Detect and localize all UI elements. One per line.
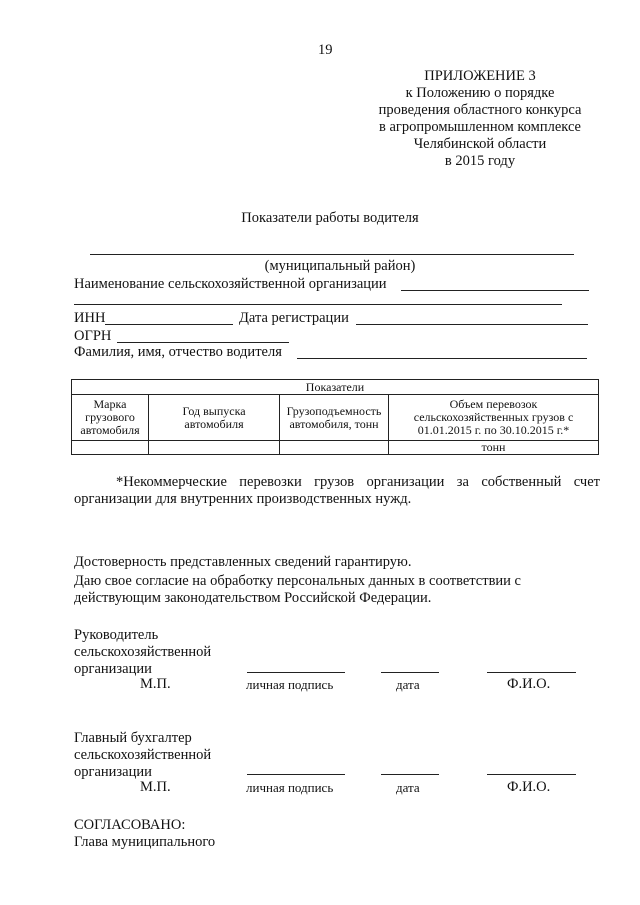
district-caption: (муниципальный район) xyxy=(264,258,416,274)
appendix-title: ПРИЛОЖЕНИЕ 3 xyxy=(424,68,536,84)
consent-text-2: действующим законодательством Российской Федерации. xyxy=(74,590,432,606)
signature-line[interactable] xyxy=(247,774,345,775)
table-cell-brand[interactable] xyxy=(72,441,149,455)
agreed-label: СОГЛАСОВАНО: xyxy=(74,817,186,833)
signature-caption: личная подпись xyxy=(246,780,334,795)
page-number: 19 xyxy=(318,42,333,58)
driver-name-label: Фамилия, имя, отчество водителя xyxy=(74,344,282,360)
org-name-field-2[interactable] xyxy=(74,304,562,305)
signature-caption: личная подпись xyxy=(246,677,334,692)
signer-2-role: Главный бухгалтер сельскохозяйственной организации xyxy=(74,730,212,780)
consent-text-1: Даю свое согласие на обработку персональных данных в соответствии с xyxy=(74,573,521,589)
appendix-line: Челябинской области xyxy=(413,136,547,152)
col-header-year: Год выпуска автомобиля xyxy=(149,395,280,441)
date-caption: дата xyxy=(396,677,420,692)
fio-line[interactable] xyxy=(487,672,576,673)
fio-caption: Ф.И.О. xyxy=(507,676,551,692)
table-cell-volume-unit: тонн xyxy=(389,441,599,455)
ogrn-field[interactable] xyxy=(117,342,289,343)
fio-caption: Ф.И.О. xyxy=(507,779,551,795)
driver-name-field[interactable] xyxy=(297,358,587,359)
guarantee-text: Достоверность представленных сведений гарантирую. xyxy=(74,554,412,570)
date-line[interactable] xyxy=(381,672,439,673)
org-name-label: Наименование сельскохозяйственной организации xyxy=(74,276,387,292)
reg-date-field[interactable] xyxy=(356,324,588,325)
indicators-table xyxy=(71,379,599,455)
appendix-line: в 2015 году xyxy=(444,153,516,169)
table-row xyxy=(72,441,599,455)
appendix-line: в агропромышленном комплексе xyxy=(378,119,581,135)
inn-field[interactable] xyxy=(105,324,233,325)
table-cell-capacity[interactable] xyxy=(280,441,389,455)
table-group-header: Показатели xyxy=(72,380,599,395)
signer-1-role: Руководитель сельскохозяйственной организации xyxy=(74,627,212,677)
org-name-field[interactable] xyxy=(401,290,589,291)
district-line xyxy=(90,254,574,255)
date-line[interactable] xyxy=(381,774,439,775)
date-caption: дата xyxy=(396,780,420,795)
col-header-brand: Марка грузового автомобиля xyxy=(72,395,149,441)
appendix-line: к Положению о порядке xyxy=(405,85,555,101)
document-title: Показатели работы водителя xyxy=(241,210,419,226)
footnote: *Некоммерческие перевозки грузов организации за собственный счет организации для внутренних производственных нужд. xyxy=(74,474,600,507)
head-label: Глава муниципального xyxy=(74,834,216,850)
signature-line[interactable] xyxy=(247,672,345,673)
stamp-label: М.П. xyxy=(140,676,171,692)
stamp-label: М.П. xyxy=(140,779,171,795)
inn-label: ИНН xyxy=(74,310,106,326)
table-cell-year[interactable] xyxy=(149,441,280,455)
ogrn-label: ОГРН xyxy=(74,328,112,344)
col-header-capacity: Грузоподъемность автомобиля, тонн xyxy=(280,395,389,441)
col-header-volume: Объем перевозок сельскохозяйственных грузов с 01.01.2015 г. по 30.10.2015 г.* xyxy=(389,395,599,441)
reg-date-label: Дата регистрации xyxy=(239,310,349,326)
appendix-line: проведения областного конкурса xyxy=(378,102,582,118)
fio-line[interactable] xyxy=(487,774,576,775)
appendix-block xyxy=(360,68,600,170)
